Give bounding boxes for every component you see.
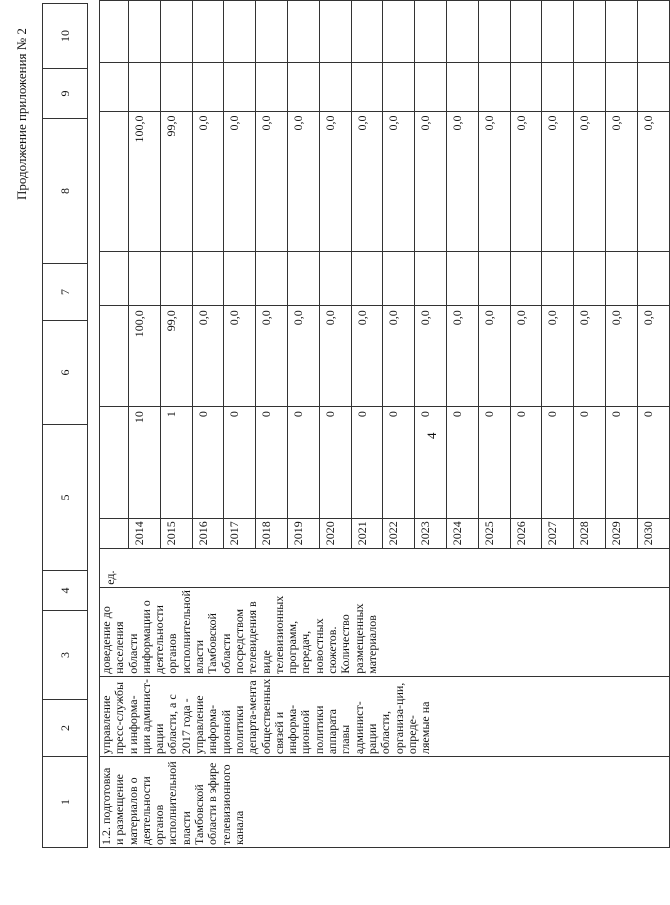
value-col6-cell: 100,0: [129, 306, 161, 407]
value-col8-cell: 99,0: [160, 111, 192, 251]
value-col6-cell: 0,0: [478, 306, 510, 407]
value-col9-cell: [478, 63, 510, 111]
value-col5-cell: 0: [542, 407, 574, 519]
value-col7-cell: [510, 251, 542, 306]
year-cell: 2014: [129, 518, 161, 548]
value-col10-cell: [478, 1, 510, 63]
value-col8-cell: 0,0: [351, 111, 383, 251]
column-header: 1: [43, 757, 88, 848]
value-col10-cell: [383, 1, 415, 63]
value-col7-cell: [319, 251, 351, 306]
value-col6-cell: 0,0: [446, 306, 478, 407]
year-cell: 2018: [256, 518, 288, 548]
value-col10-cell: [510, 1, 542, 63]
value-col7-cell: [287, 251, 319, 306]
header-row: [43, 4, 88, 848]
value-col5-cell: 0: [478, 407, 510, 519]
year-cell: 2015: [160, 518, 192, 548]
year-cell: 2026: [510, 518, 542, 548]
value-col10-cell: [192, 1, 224, 63]
value-col8-cell: 0,0: [478, 111, 510, 251]
value-col7-cell: [637, 251, 669, 306]
value-col6-cell: 0,0: [256, 306, 288, 407]
value-col6-cell: 0,0: [510, 306, 542, 407]
year-cell: 2024: [446, 518, 478, 548]
value-col10-cell: [256, 1, 288, 63]
year-cell: 2029: [605, 518, 637, 548]
value-col6-cell: 0,0: [287, 306, 319, 407]
blank-cell: [100, 407, 129, 519]
value-col8-cell: 0,0: [287, 111, 319, 251]
value-col5-cell: 0: [256, 407, 288, 519]
value-col9-cell: [287, 63, 319, 111]
year-cell: 2020: [319, 518, 351, 548]
blank-cell: [100, 1, 129, 63]
value-col10-cell: [605, 1, 637, 63]
value-col9-cell: [574, 63, 606, 111]
column-header: 10: [43, 4, 88, 69]
value-col10-cell: [446, 1, 478, 63]
value-col9-cell: [446, 63, 478, 111]
event-name-cell: 1.2. подготовка и размещение материалов о деятельности органов исполнительной власти Тамбовской области в эфире телевизионного канала: [100, 757, 670, 848]
blank-cell: [100, 306, 129, 407]
unit-cell: ед.: [100, 548, 670, 587]
value-col10-cell: [160, 1, 192, 63]
value-col5-cell: 0: [510, 407, 542, 519]
value-col5-cell: 0: [192, 407, 224, 519]
value-col10-cell: [287, 1, 319, 63]
value-col5-cell: 0: [287, 407, 319, 519]
value-col9-cell: [192, 63, 224, 111]
value-col9-cell: [256, 63, 288, 111]
value-col5-cell: 0: [319, 407, 351, 519]
year-cell: 2016: [192, 518, 224, 548]
value-col7-cell: [160, 251, 192, 306]
value-col7-cell: [542, 251, 574, 306]
value-col6-cell: 0,0: [224, 306, 256, 407]
value-col10-cell: [574, 1, 606, 63]
value-col8-cell: 0,0: [256, 111, 288, 251]
column-header: 5: [43, 425, 88, 571]
value-col8-cell: 0,0: [446, 111, 478, 251]
value-col8-cell: 0,0: [542, 111, 574, 251]
value-col9-cell: [542, 63, 574, 111]
data-table: [99, 0, 670, 848]
value-col10-cell: [224, 1, 256, 63]
value-col7-cell: [192, 251, 224, 306]
value-col7-cell: [574, 251, 606, 306]
value-col7-cell: [446, 251, 478, 306]
value-col5-cell: 0: [446, 407, 478, 519]
blank-cell: [100, 63, 129, 111]
value-col6-cell: 0,0: [542, 306, 574, 407]
executor-cell: управление пресс-службы и информа-ции админист-рации области, а с 2017 года - управление информа-ционной политики департа-мента общественных связей и информа-ционной политики аппарата главы админист-рации области, организа-ции, опреде-ляемые на: [100, 676, 670, 756]
value-col7-cell: [383, 251, 415, 306]
value-col8-cell: 0,0: [383, 111, 415, 251]
value-col9-cell: [351, 63, 383, 111]
value-col7-cell: [256, 251, 288, 306]
value-col7-cell: [351, 251, 383, 306]
value-col9-cell: [637, 63, 669, 111]
value-col10-cell: [351, 1, 383, 63]
column-header: 2: [43, 700, 88, 757]
value-col8-cell: 0,0: [510, 111, 542, 251]
column-number-header: [42, 3, 88, 848]
value-col7-cell: [605, 251, 637, 306]
value-col9-cell: [224, 63, 256, 111]
page-number: 4: [424, 432, 439, 439]
value-col8-cell: 0,0: [192, 111, 224, 251]
value-col6-cell: 0,0: [319, 306, 351, 407]
year-cell: 2022: [383, 518, 415, 548]
value-col8-cell: 0,0: [224, 111, 256, 251]
blank-cell: [100, 251, 129, 306]
year-cell: 2023: [415, 518, 447, 548]
value-col7-cell: [129, 251, 161, 306]
value-col5-cell: 0: [383, 407, 415, 519]
value-col7-cell: [478, 251, 510, 306]
value-col8-cell: 100,0: [129, 111, 161, 251]
value-col9-cell: [383, 63, 415, 111]
value-col8-cell: 0,0: [415, 111, 447, 251]
year-cell: 2017: [224, 518, 256, 548]
value-col9-cell: [605, 63, 637, 111]
year-cell: 2030: [637, 518, 669, 548]
column-header: 3: [43, 611, 88, 700]
year-cell: 2027: [542, 518, 574, 548]
value-col5-cell: 0: [605, 407, 637, 519]
value-col6-cell: 0,0: [351, 306, 383, 407]
year-cell: 2019: [287, 518, 319, 548]
value-col9-cell: [160, 63, 192, 111]
value-col6-cell: 0,0: [605, 306, 637, 407]
value-col8-cell: 0,0: [605, 111, 637, 251]
column-header: 6: [43, 321, 88, 425]
value-col10-cell: [637, 1, 669, 63]
value-col6-cell: 99,0: [160, 306, 192, 407]
column-header: 7: [43, 264, 88, 321]
column-header: 8: [43, 119, 88, 264]
value-col5-cell: 1: [160, 407, 192, 519]
value-col5-cell: 0: [637, 407, 669, 519]
indicator-cell: доведение до населения области информации о деятельности органов исполнительной власти Тамбовской области посредством телевидения в виде телевизионных программ, передач, новостных сюжетов. Количество размещенных материалов: [100, 587, 670, 676]
value-col8-cell: 0,0: [319, 111, 351, 251]
year-cell: 2021: [351, 518, 383, 548]
year-cell: 2028: [574, 518, 606, 548]
value-col5-cell: 10: [129, 407, 161, 519]
value-col10-cell: [542, 1, 574, 63]
value-col8-cell: 0,0: [574, 111, 606, 251]
value-col9-cell: [129, 63, 161, 111]
blank-cell: [100, 111, 129, 251]
value-col10-cell: [319, 1, 351, 63]
value-col6-cell: 0,0: [574, 306, 606, 407]
value-col6-cell: 0,0: [192, 306, 224, 407]
value-col5-cell: 0: [415, 407, 447, 519]
value-col9-cell: [510, 63, 542, 111]
page-title: Продолжение приложения № 2: [14, 28, 29, 200]
value-col8-cell: 0,0: [637, 111, 669, 251]
value-col9-cell: [415, 63, 447, 111]
value-col10-cell: [415, 1, 447, 63]
year-cell: 2025: [478, 518, 510, 548]
value-col6-cell: 0,0: [637, 306, 669, 407]
value-col9-cell: [319, 63, 351, 111]
value-col5-cell: 0: [224, 407, 256, 519]
value-col7-cell: [415, 251, 447, 306]
value-col6-cell: 0,0: [415, 306, 447, 407]
table-row: [100, 1, 129, 848]
value-col6-cell: 0,0: [383, 306, 415, 407]
value-col10-cell: [129, 1, 161, 63]
column-header: 9: [43, 69, 88, 119]
value-col7-cell: [224, 251, 256, 306]
value-col5-cell: 0: [351, 407, 383, 519]
blank-cell: [100, 518, 129, 548]
column-header: 4: [43, 571, 88, 611]
value-col5-cell: 0: [574, 407, 606, 519]
